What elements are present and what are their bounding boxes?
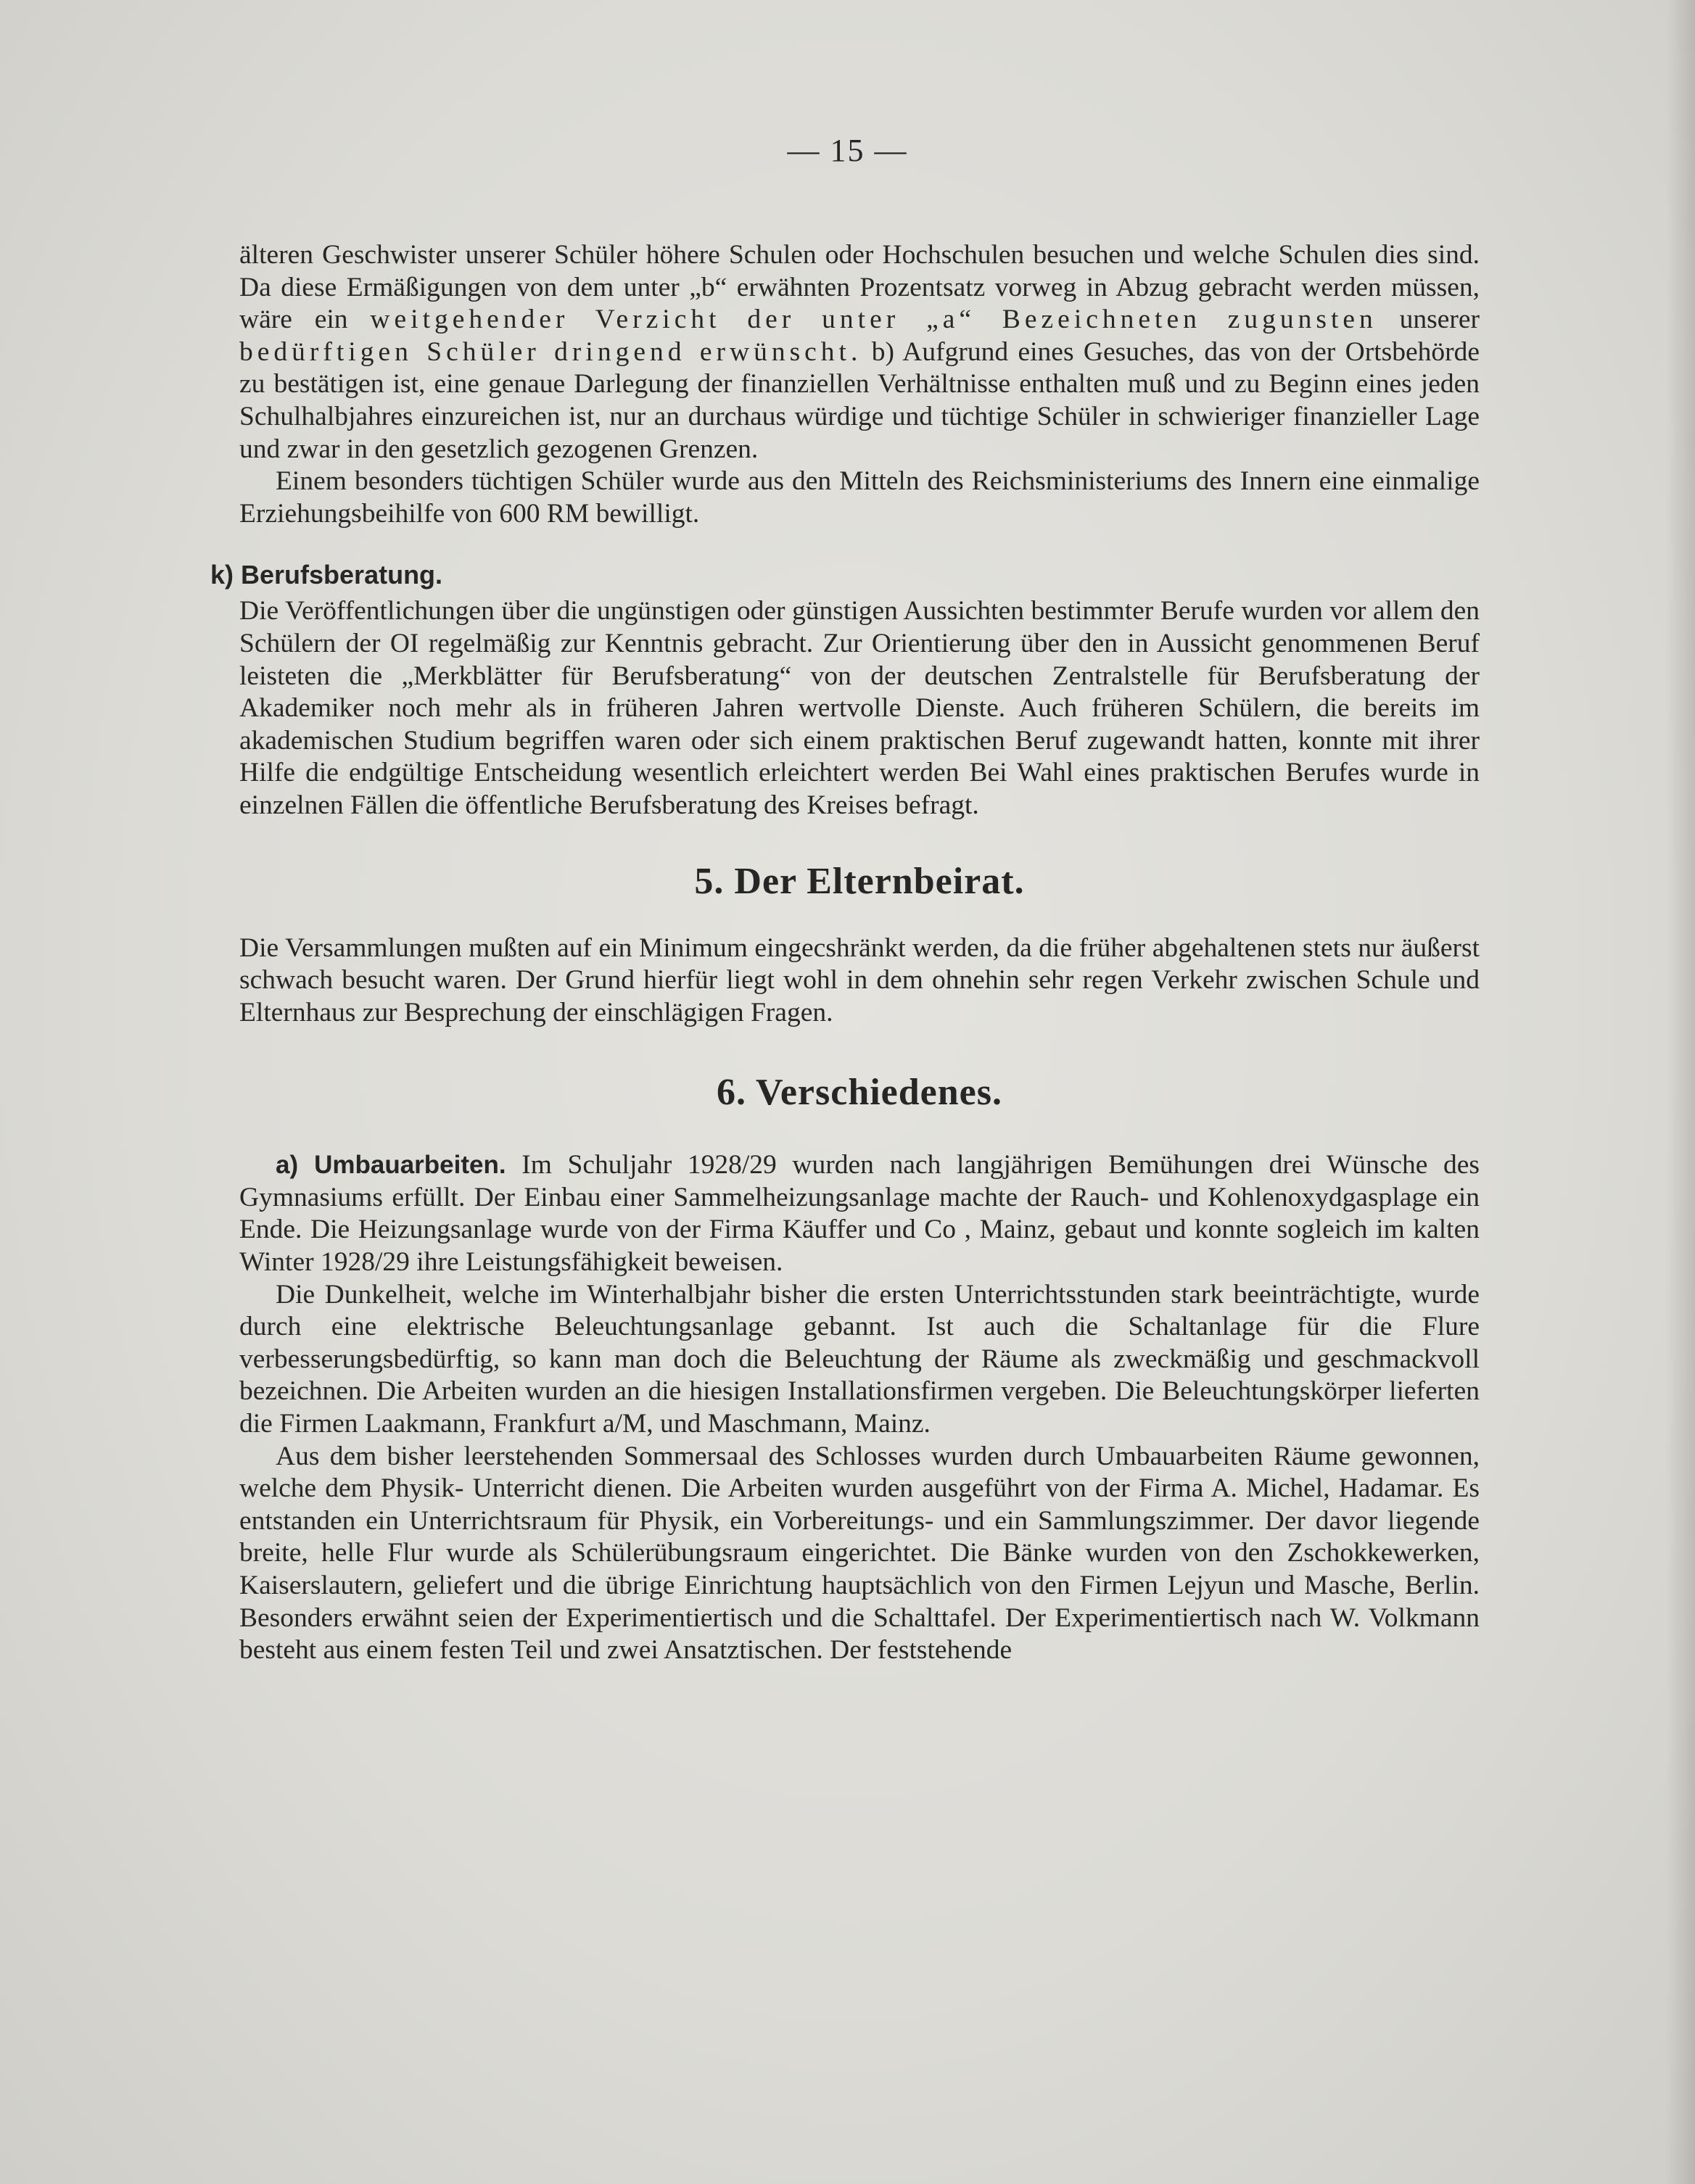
intro-text-2: b) Aufgrund eines Gesuches, das von der Ortsbehörde zu bestätigen ist, eine genaue Darlegung der finanziellen Verhältnisse enthalten muß und zu Beginn eines jeden Schulhalbjahres einzureichen ist, nur an durchaus würdige und tüchtige Schüler in schwieriger finanzieller Lage und zwar in den gesetzlich gezogenen Grenzen. xyxy=(239,336,1480,464)
intro-spaced-text-1: weitgehender Verzicht der unter „a“ Bezeichneten zugunsten xyxy=(370,305,1377,335)
berufsberatung-heading: k) Berufsberatung. xyxy=(210,560,443,590)
page-number: — 15 — xyxy=(787,133,908,168)
intro-paragraph-1 xyxy=(239,239,1480,466)
page-edge-shadow xyxy=(1666,0,1695,2184)
intro-text-1: älteren Geschwister unserer Schüler höhere Schulen oder Hochschulen besuchen und welche Schulen dies sind. Da diese Ermäßigungen von dem unter „b“ erwähnten Prozentsatz vorweg in Abzug gebracht werden müssen, wäre ein xyxy=(239,240,1480,335)
umbauarbeiten-paragraph-1 xyxy=(239,1149,1480,1278)
intro-spaced-text-2: bedürftigen Schüler dringend erwünscht. xyxy=(239,336,862,367)
intro-text-mid: unserer xyxy=(1399,305,1480,335)
umbauarbeiten-heading: a) Umbauarbeiten. xyxy=(276,1151,506,1180)
intro-paragraph-2: Einem besonders tüchtigen Schüler wurde aus den Mitteln des Reichsministeriums des Innern eine einmalige Erziehungsbeihilfe von 600 RM bewilligt. xyxy=(239,466,1480,529)
page-body xyxy=(210,239,1480,1667)
umbauarbeiten-paragraph-2: Die Dunkelheit, welche im Winterhalbjahr bisher die ersten Unterrichtsstunden stark beeinträchtigte, wurde durch eine elektrische Beleuchtungsanlage gebannt. Ist auch die Schaltanlage für die Flure verbesserungsbedürftig, so kann man doch die Beleuchtung der Räume als zweckmäßig und geschmackvoll bezeichnen. Die Arbeiten wurden an die hiesigen Installationsfirmen vergeben. Die Beleuchtungskörper lieferten die Firmen Laakmann, Frankfurt a/M, und Maschmann, Mainz. xyxy=(239,1279,1480,1439)
section-6-title: 6. Verschiedenes. xyxy=(717,1072,1002,1114)
elternbeirat-paragraph: Die Versammlungen mußten auf ein Minimum eingecshränkt werden, da die früher abgehaltenen stets nur äußerst schwach besucht waren. Der Grund hierfür liegt wohl in dem ohnehin sehr regen Verkehr zwischen Schule und Elternhaus zur Besprechung der einschlägigen Fragen. xyxy=(239,932,1480,1027)
umbauarbeiten-text-1: Im Schuljahr 1928/29 wurden nach langjährigen Bemühungen drei Wünsche des Gymnasiums erfüllt. Der Einbau einer Sammelheizungsanlage machte der Rauch- und Kohlenoxydgasplage ein Ende. Die Heizungsanlage wurde von der Firma Käuffer und Co , Mainz, gebaut und konnte sogleich im kalten Winter 1928/29 ihre Leistungsfähigkeit beweisen. xyxy=(239,1150,1480,1278)
section-5-title: 5. Der Elternbeirat. xyxy=(694,860,1025,902)
berufsberatung-paragraph: Die Veröffentlichungen über die ungünstigen oder günstigen Aussichten bestimmter Berufe wurden vor allem den Schülern der OI regelmäßig zur Kenntnis gebracht. Zur Orientierung über den in Aussicht genommenen Beruf leisteten die „Merkblätter für Berufsberatung“ von der deutschen Zentralstelle für Berufsberatung der Akademiker noch mehr als in früheren Jahren wertvolle Dienste. Auch früheren Schülern, die bereits im akademischen Studium begriffen waren oder sich einem praktischen Beruf zugewandt hatten, konnte mit ihrer Hilfe die endgültige Entscheidung wesentlich erleichtert werden Bei Wahl eines praktischen Berufes wurde in einzelnen Fällen die öffentliche Berufsberatung des Kreises befragt. xyxy=(239,596,1480,820)
umbauarbeiten-paragraph-3: Aus dem bisher leerstehenden Sommersaal des Schlosses wurden durch Umbauarbeiten Räume gewonnen, welche dem Physik- Unterricht dienen. Die Arbeiten wurden ausgeführt von der Firma A. Michel, Hadamar. Es entstanden ein Unterrichtsraum für Physik, ein Vorbereitungs- und ein Sammlungszimmer. Der davor liegende breite, helle Flur wurde als Schülerübungsraum eingerichtet. Die Bänke wurden von den Zschokkewerken, Kaiserslautern, geliefert und die übrige Einrichtung hauptsächlich von den Firmen Lejyun und Masche, Berlin. Besonders erwähnt seien der Experimentiertisch und die Schalttafel. Der Experimentiertisch nach W. Volkmann besteht aus einem festen Teil und zwei Ansatztischen. Der feststehende xyxy=(239,1441,1480,1666)
